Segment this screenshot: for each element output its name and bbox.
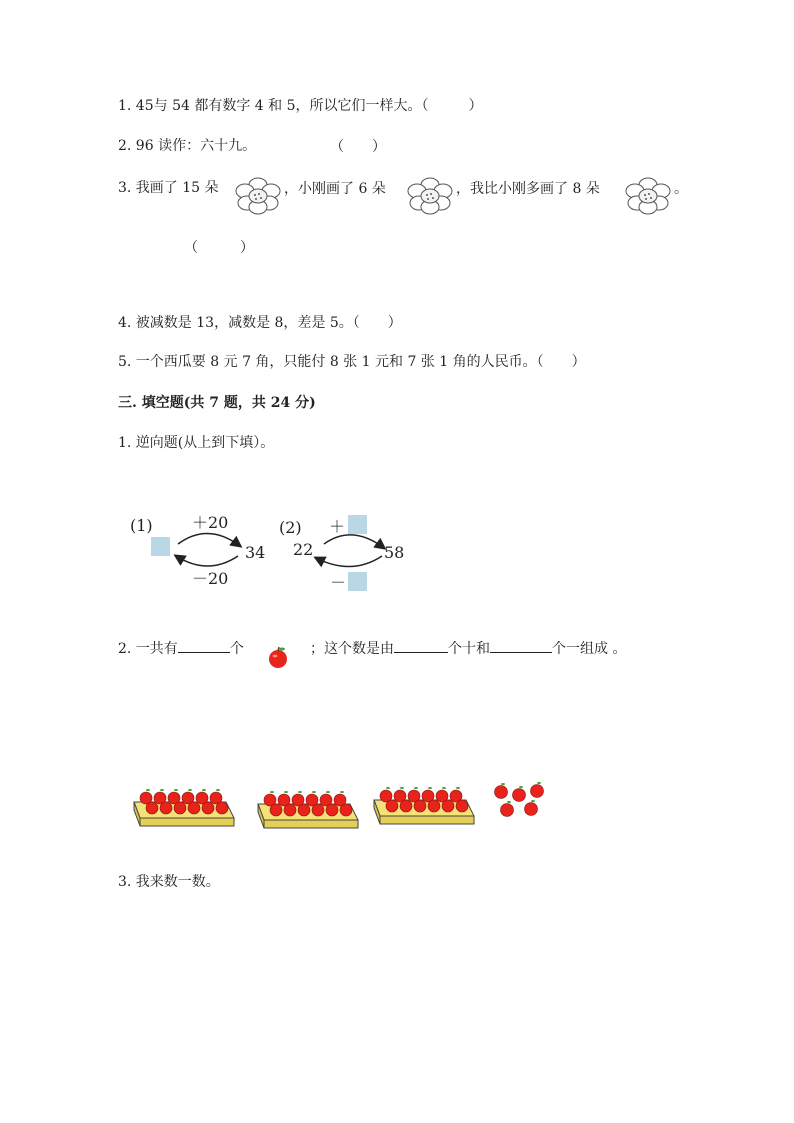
question-2 [118, 136, 256, 156]
question-1 [118, 96, 483, 116]
answer-blank[interactable] [394, 636, 448, 653]
flower-icon [624, 176, 672, 216]
diagram-2-plus: ＋ [329, 517, 346, 536]
arrow-forward [324, 535, 384, 548]
answer-blank[interactable] [178, 636, 230, 653]
diagram-2-start: 22 [293, 540, 314, 559]
diagram-1-result: 34 [245, 543, 266, 562]
q2-part-c: ；这个数是由 [310, 641, 394, 657]
question-1-text: 1. 45与 54 都有数字 4 和 5，所以它们一样大。（ [118, 98, 429, 114]
q2-part-d: 个十和 [448, 641, 490, 657]
q2-part-e: 个一组成 。 [552, 641, 627, 657]
q2-part-a: 2. 一共有 [118, 641, 178, 657]
q2-part-b: 个 [229, 641, 244, 657]
fill-question-3: 3. 我来数一数。 [118, 874, 220, 890]
arrow-forward [178, 533, 240, 546]
question-3-part-d: 。 [674, 181, 688, 197]
arrow-backward [176, 556, 238, 566]
diagram-1-label: (1) [130, 516, 153, 535]
diagram-1-arrows [168, 526, 248, 572]
diagram-1-plus: ＋20 [192, 513, 229, 532]
question-3-part-c: ，我比小刚多画了 8 朵 [456, 181, 600, 197]
answer-box[interactable] [348, 572, 367, 591]
apple-crate [254, 782, 362, 832]
flower-icon [406, 176, 454, 216]
diagram-2-label: (2) [279, 518, 302, 537]
question-4: 4. 被减数是 13，减数是 8，差是 5。（ ） [118, 315, 402, 331]
question-3-part-b: ，小刚画了 6 朵 [284, 181, 386, 197]
fill-question-2-rest [310, 636, 626, 658]
loose-apples [490, 780, 550, 822]
fill-question-2 [118, 636, 244, 659]
diagram-2-result: 58 [384, 543, 405, 562]
fill-question-1: 1. 逆向题(从上到下填）。 [118, 435, 275, 451]
diagram-1-minus: －20 [192, 569, 229, 588]
diagram-2-arrows [312, 528, 392, 574]
section-heading: 三. 填空题(共 7 题，共 24 分) [118, 395, 316, 411]
question-2-paren: （ ） [330, 139, 386, 155]
question-5: 5. 一个西瓜要 8 元 7 角，只能付 8 张 1 元和 7 张 1 角的人民币。（ ） [118, 354, 586, 370]
apple-icon [266, 645, 290, 669]
question-2-text: 2. 96 读作：六十九。 [118, 138, 257, 154]
arrow-backward [316, 556, 382, 567]
flower-icon [234, 176, 282, 216]
apple-crate [370, 778, 478, 828]
answer-blank[interactable] [490, 636, 552, 653]
question-3-paren: （ ） [184, 240, 254, 256]
question-1-close: ） [468, 98, 483, 114]
diagram-2-minus: － [330, 573, 347, 592]
question-3-part-a: 3. 我画了 15 朵 [118, 180, 219, 196]
apple-crate [130, 780, 238, 830]
